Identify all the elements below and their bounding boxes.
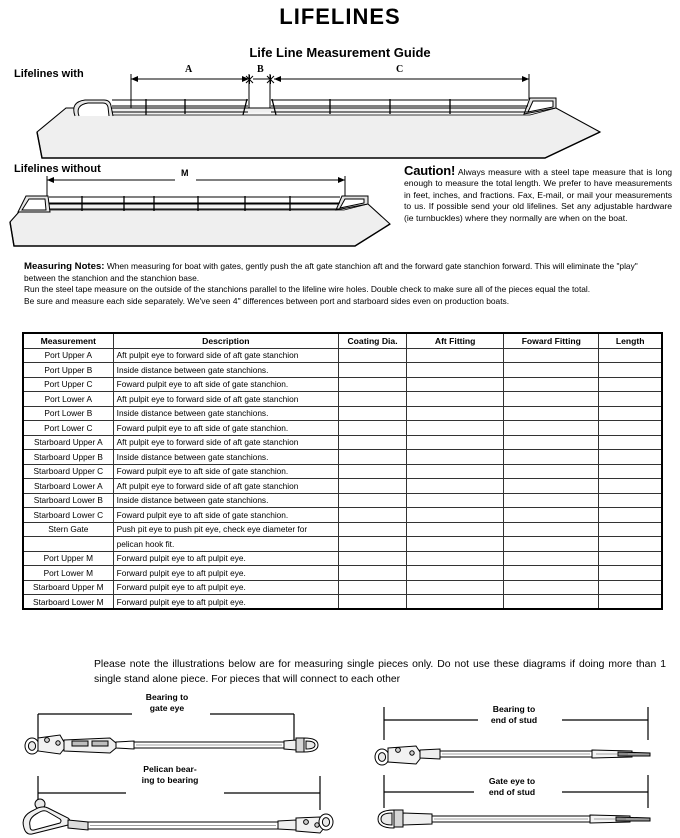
dimension-letter-b: B: [257, 64, 264, 75]
table-row: [23, 392, 662, 407]
caution-block: [404, 165, 672, 224]
cell-coating-dia[interactable]: [338, 566, 406, 581]
cell-measurement: Port Upper B: [23, 363, 113, 378]
cell-foward-fitting[interactable]: [504, 363, 599, 378]
page-subtitle: Life Line Measurement Guide: [249, 45, 431, 60]
cell-aft-fitting[interactable]: [407, 464, 504, 479]
hardware-pelican-hook: [23, 799, 88, 834]
table-row: [23, 363, 662, 378]
boat-hull: [37, 108, 600, 158]
cell-aft-fitting[interactable]: [407, 522, 504, 537]
cell-measurement: Port Upper A: [23, 348, 113, 363]
cell-foward-fitting[interactable]: [504, 551, 599, 566]
illustration-bearing-to-end-of-stud: [370, 700, 670, 770]
cell-description: Inside distance between gate stanchions.: [113, 450, 338, 465]
notes-text-1: When measuring for boat with gates, gently push the aft gate stanchion aft and the forward gate stanchion forward. This will eliminate the "play" between the stanchion and the stanchion base.: [24, 261, 638, 283]
cell-foward-fitting[interactable]: [504, 595, 599, 610]
cell-coating-dia[interactable]: [338, 479, 406, 494]
diagram-boat-with-gates: [0, 72, 660, 162]
cell-aft-fitting[interactable]: [407, 479, 504, 494]
measuring-notes-heading: Measuring Notes:: [24, 261, 105, 272]
cell-description: Inside distance between gate stanchions.: [113, 493, 338, 508]
cell-coating-dia[interactable]: [338, 363, 406, 378]
cell-foward-fitting[interactable]: [504, 566, 599, 581]
cell-aft-fitting[interactable]: [407, 348, 504, 363]
cell-measurement: Starboard Upper A: [23, 435, 113, 450]
cell-foward-fitting[interactable]: [504, 464, 599, 479]
cell-coating-dia[interactable]: [338, 392, 406, 407]
table-row: [23, 493, 662, 508]
hardware-wire: [134, 742, 284, 748]
dimension-letter-m: M: [181, 168, 189, 178]
cell-aft-fitting[interactable]: [407, 566, 504, 581]
table-row: [23, 595, 662, 610]
cell-description: Inside distance between gate stanchions.: [113, 406, 338, 421]
bow-pulpit-2: [18, 196, 50, 212]
hardware-turnbuckle: [25, 735, 134, 754]
column-header-measurement: Measurement: [23, 333, 113, 348]
cell-description: Foward pulpit eye to aft side of gate stanchion.: [113, 508, 338, 523]
cell-measurement: Starboard Lower B: [23, 493, 113, 508]
hardware-wire-3: [88, 822, 278, 829]
bottom-note: Please note the illustrations below are for measuring single pieces only. Do not use these diagrams if doing more than 1 single stand alone piece. For pieces that will connect to each other: [94, 659, 666, 685]
cell-measurement: Starboard Lower M: [23, 595, 113, 610]
table-row: [23, 421, 662, 436]
measurement-table: [22, 332, 663, 610]
caution-heading: Caution!: [404, 163, 456, 178]
cell-foward-fitting[interactable]: [504, 479, 599, 494]
cell-length[interactable]: [599, 508, 662, 523]
hardware-stud-end: [592, 750, 650, 758]
illustration-2-label-line2: end of stud: [490, 714, 538, 725]
cell-coating-dia[interactable]: [338, 580, 406, 595]
cell-coating-dia[interactable]: [338, 348, 406, 363]
dimension-line-m: [47, 176, 345, 204]
cell-measurement: Starboard Upper C: [23, 464, 113, 479]
hardware-bearing-eye: [375, 746, 440, 765]
cell-length[interactable]: [599, 421, 662, 436]
cell-length[interactable]: [599, 566, 662, 581]
table-header-row: [23, 333, 662, 348]
cell-measurement: Stern Gate: [23, 522, 113, 537]
cell-description: pelican hook fit.: [113, 537, 338, 552]
cell-foward-fitting[interactable]: [504, 537, 599, 552]
cell-coating-dia[interactable]: [338, 551, 406, 566]
cell-coating-dia[interactable]: [338, 421, 406, 436]
column-header-length: Length: [599, 333, 662, 348]
measuring-notes-line1: [24, 261, 664, 284]
cell-aft-fitting[interactable]: [407, 392, 504, 407]
measuring-notes-line3: Be sure and measure each side separately. We've seen 4" differences between port and starboard sides even on production boats.: [24, 295, 510, 306]
cell-foward-fitting[interactable]: [504, 508, 599, 523]
table-row: [23, 537, 662, 552]
caution-body: Always measure with a steel tape measure that is long enough to measure the total length. We prefer to have measurements in feet, inches, and fractions. Fax, E-mail, or mail your measurements to us. If possible send your old lifelines. Set any adjustable hardware (ie turnbuckles) where they normally are when on the boat.: [404, 167, 672, 223]
illustration-3-label-line2: ing to bearing: [141, 774, 199, 785]
table-row: [23, 406, 662, 421]
cell-length[interactable]: [599, 595, 662, 610]
measuring-notes-block: [24, 261, 664, 307]
cell-length[interactable]: [599, 450, 662, 465]
cell-aft-fitting[interactable]: [407, 363, 504, 378]
illustration-1-label-line1: Bearing to: [145, 692, 189, 702]
hardware-gate-eye: [284, 738, 318, 752]
cell-measurement: Port Lower B: [23, 406, 113, 421]
cell-measurement: Port Upper M: [23, 551, 113, 566]
boat-hull-2: [10, 204, 390, 246]
cell-aft-fitting[interactable]: [407, 450, 504, 465]
cell-aft-fitting[interactable]: [407, 508, 504, 523]
column-header-aft-fitting: Aft Fitting: [407, 333, 504, 348]
cell-aft-fitting[interactable]: [407, 551, 504, 566]
cell-description: Aft pulpit eye to forward side of aft gate stanchion: [113, 392, 338, 407]
cell-description: Foward pulpit eye to aft side of gate stanchion.: [113, 421, 338, 436]
cell-coating-dia[interactable]: [338, 522, 406, 537]
cell-aft-fitting[interactable]: [407, 421, 504, 436]
cell-coating-dia[interactable]: [338, 464, 406, 479]
column-header-description: Description: [113, 333, 338, 348]
table-row: [23, 508, 662, 523]
measuring-notes-line2: Run the steel tape measure on the outside of the stanchions parallel to the lifeline wire holes. Double check to make sure all of the pieces equal the total.: [24, 284, 591, 295]
cell-length[interactable]: [599, 493, 662, 508]
cell-foward-fitting[interactable]: [504, 406, 599, 421]
cell-length[interactable]: [599, 551, 662, 566]
illustration-1-label-line2: gate eye: [149, 702, 185, 713]
cell-foward-fitting[interactable]: [504, 580, 599, 595]
cell-description: Forward pulpit eye to aft pulpit eye.: [113, 580, 338, 595]
illustration-pelican-bearing-to-bearing: [14, 764, 334, 838]
cell-foward-fitting[interactable]: [504, 450, 599, 465]
cell-coating-dia[interactable]: [338, 508, 406, 523]
illustration-bearing-to-gate-eye: [14, 692, 324, 770]
cell-description: Forward pulpit eye to aft pulpit eye.: [113, 551, 338, 566]
cell-foward-fitting[interactable]: [504, 348, 599, 363]
measurement-table-wrap: [22, 332, 663, 610]
cell-length[interactable]: [599, 377, 662, 392]
cell-length[interactable]: [599, 464, 662, 479]
cell-coating-dia[interactable]: [338, 435, 406, 450]
cell-aft-fitting[interactable]: [407, 377, 504, 392]
table-body: [23, 348, 662, 609]
cell-foward-fitting[interactable]: [504, 392, 599, 407]
cell-aft-fitting[interactable]: [407, 580, 504, 595]
table-row: [23, 479, 662, 494]
hardware-gate-eye-left: [378, 810, 432, 828]
page-title: LIFELINES: [279, 4, 401, 29]
hardware-bearing-right: [278, 814, 333, 833]
table-row: [23, 464, 662, 479]
cell-description: Aft pulpit eye to forward side of aft gate stanchion: [113, 348, 338, 363]
cell-measurement: Starboard Upper B: [23, 450, 113, 465]
illustration-3-label-line1: Pelican bear-: [143, 764, 197, 774]
table-row: [23, 551, 662, 566]
cell-measurement: Starboard Upper M: [23, 580, 113, 595]
cell-foward-fitting[interactable]: [504, 493, 599, 508]
cell-description: Aft pulpit eye to forward side of aft gate stanchion: [113, 435, 338, 450]
cell-foward-fitting[interactable]: [504, 377, 599, 392]
table-row: [23, 580, 662, 595]
label-lifelines-without: Lifelines without: [14, 163, 101, 175]
dimension-letter-a: A: [185, 64, 193, 75]
cell-description: Aft pulpit eye to forward side of aft gate stanchion: [113, 479, 338, 494]
illustration-4-label-line2: end of stud: [488, 786, 536, 797]
cell-foward-fitting[interactable]: [504, 435, 599, 450]
column-header-foward-fitting: Foward Fitting: [504, 333, 599, 348]
bow-pulpit: [74, 100, 113, 116]
cell-length[interactable]: [599, 537, 662, 552]
cell-description: Inside distance between gate stanchions.: [113, 363, 338, 378]
cell-description: Foward pulpit eye to aft side of gate stanchion.: [113, 377, 338, 392]
cell-measurement: Starboard Lower A: [23, 479, 113, 494]
table-row: [23, 450, 662, 465]
cell-length[interactable]: [599, 580, 662, 595]
cell-length[interactable]: [599, 479, 662, 494]
illustration-2-label-line1: Bearing to: [492, 704, 536, 714]
cell-measurement: [23, 537, 113, 552]
illustration-2-label: [458, 704, 570, 725]
cell-description: Foward pulpit eye to aft side of gate stanchion.: [113, 464, 338, 479]
cell-measurement: Port Lower M: [23, 566, 113, 581]
cell-aft-fitting[interactable]: [407, 435, 504, 450]
table-row: [23, 435, 662, 450]
cell-aft-fitting[interactable]: [407, 493, 504, 508]
cell-description: Forward pulpit eye to aft pulpit eye.: [113, 566, 338, 581]
illustration-4-label: [456, 776, 568, 797]
hardware-wire-2: [440, 751, 592, 757]
cell-coating-dia[interactable]: [338, 537, 406, 552]
cell-measurement: Starboard Lower C: [23, 508, 113, 523]
table-row: [23, 566, 662, 581]
table-row: [23, 522, 662, 537]
illustration-gate-eye-to-end-of-stud: [370, 772, 670, 838]
cell-aft-fitting[interactable]: [407, 537, 504, 552]
cell-length[interactable]: [599, 522, 662, 537]
cell-description: Push pit eye to push pit eye, check eye diameter for: [113, 522, 338, 537]
cell-coating-dia[interactable]: [338, 450, 406, 465]
table-row: [23, 377, 662, 392]
cell-measurement: Port Upper C: [23, 377, 113, 392]
hardware-wire-4: [432, 816, 590, 822]
cell-length[interactable]: [599, 406, 662, 421]
table-row: [23, 348, 662, 363]
label-lifelines-with: Lifelines with: [14, 68, 84, 80]
hardware-stud-end-2: [590, 815, 650, 823]
cell-coating-dia[interactable]: [338, 595, 406, 610]
diagram-boat-without-gates: [0, 176, 400, 254]
cell-measurement: Port Lower A: [23, 392, 113, 407]
cell-length[interactable]: [599, 363, 662, 378]
cell-measurement: Port Lower C: [23, 421, 113, 436]
cell-aft-fitting[interactable]: [407, 595, 504, 610]
dimension-letter-c: C: [396, 64, 404, 75]
cell-description: Forward pulpit eye to aft pulpit eye.: [113, 595, 338, 610]
illustration-4-label-line1: Gate eye to: [488, 776, 536, 786]
illustration-1-label: [112, 692, 222, 713]
cell-length[interactable]: [599, 348, 662, 363]
cell-coating-dia[interactable]: [338, 377, 406, 392]
cell-coating-dia[interactable]: [338, 493, 406, 508]
column-header-coating-dia: Coating Dia.: [338, 333, 406, 348]
cell-length[interactable]: [599, 392, 662, 407]
cell-coating-dia[interactable]: [338, 406, 406, 421]
cell-foward-fitting[interactable]: [504, 421, 599, 436]
cell-length[interactable]: [599, 435, 662, 450]
cell-foward-fitting[interactable]: [504, 522, 599, 537]
illustration-3-label: [112, 764, 228, 785]
cell-aft-fitting[interactable]: [407, 406, 504, 421]
